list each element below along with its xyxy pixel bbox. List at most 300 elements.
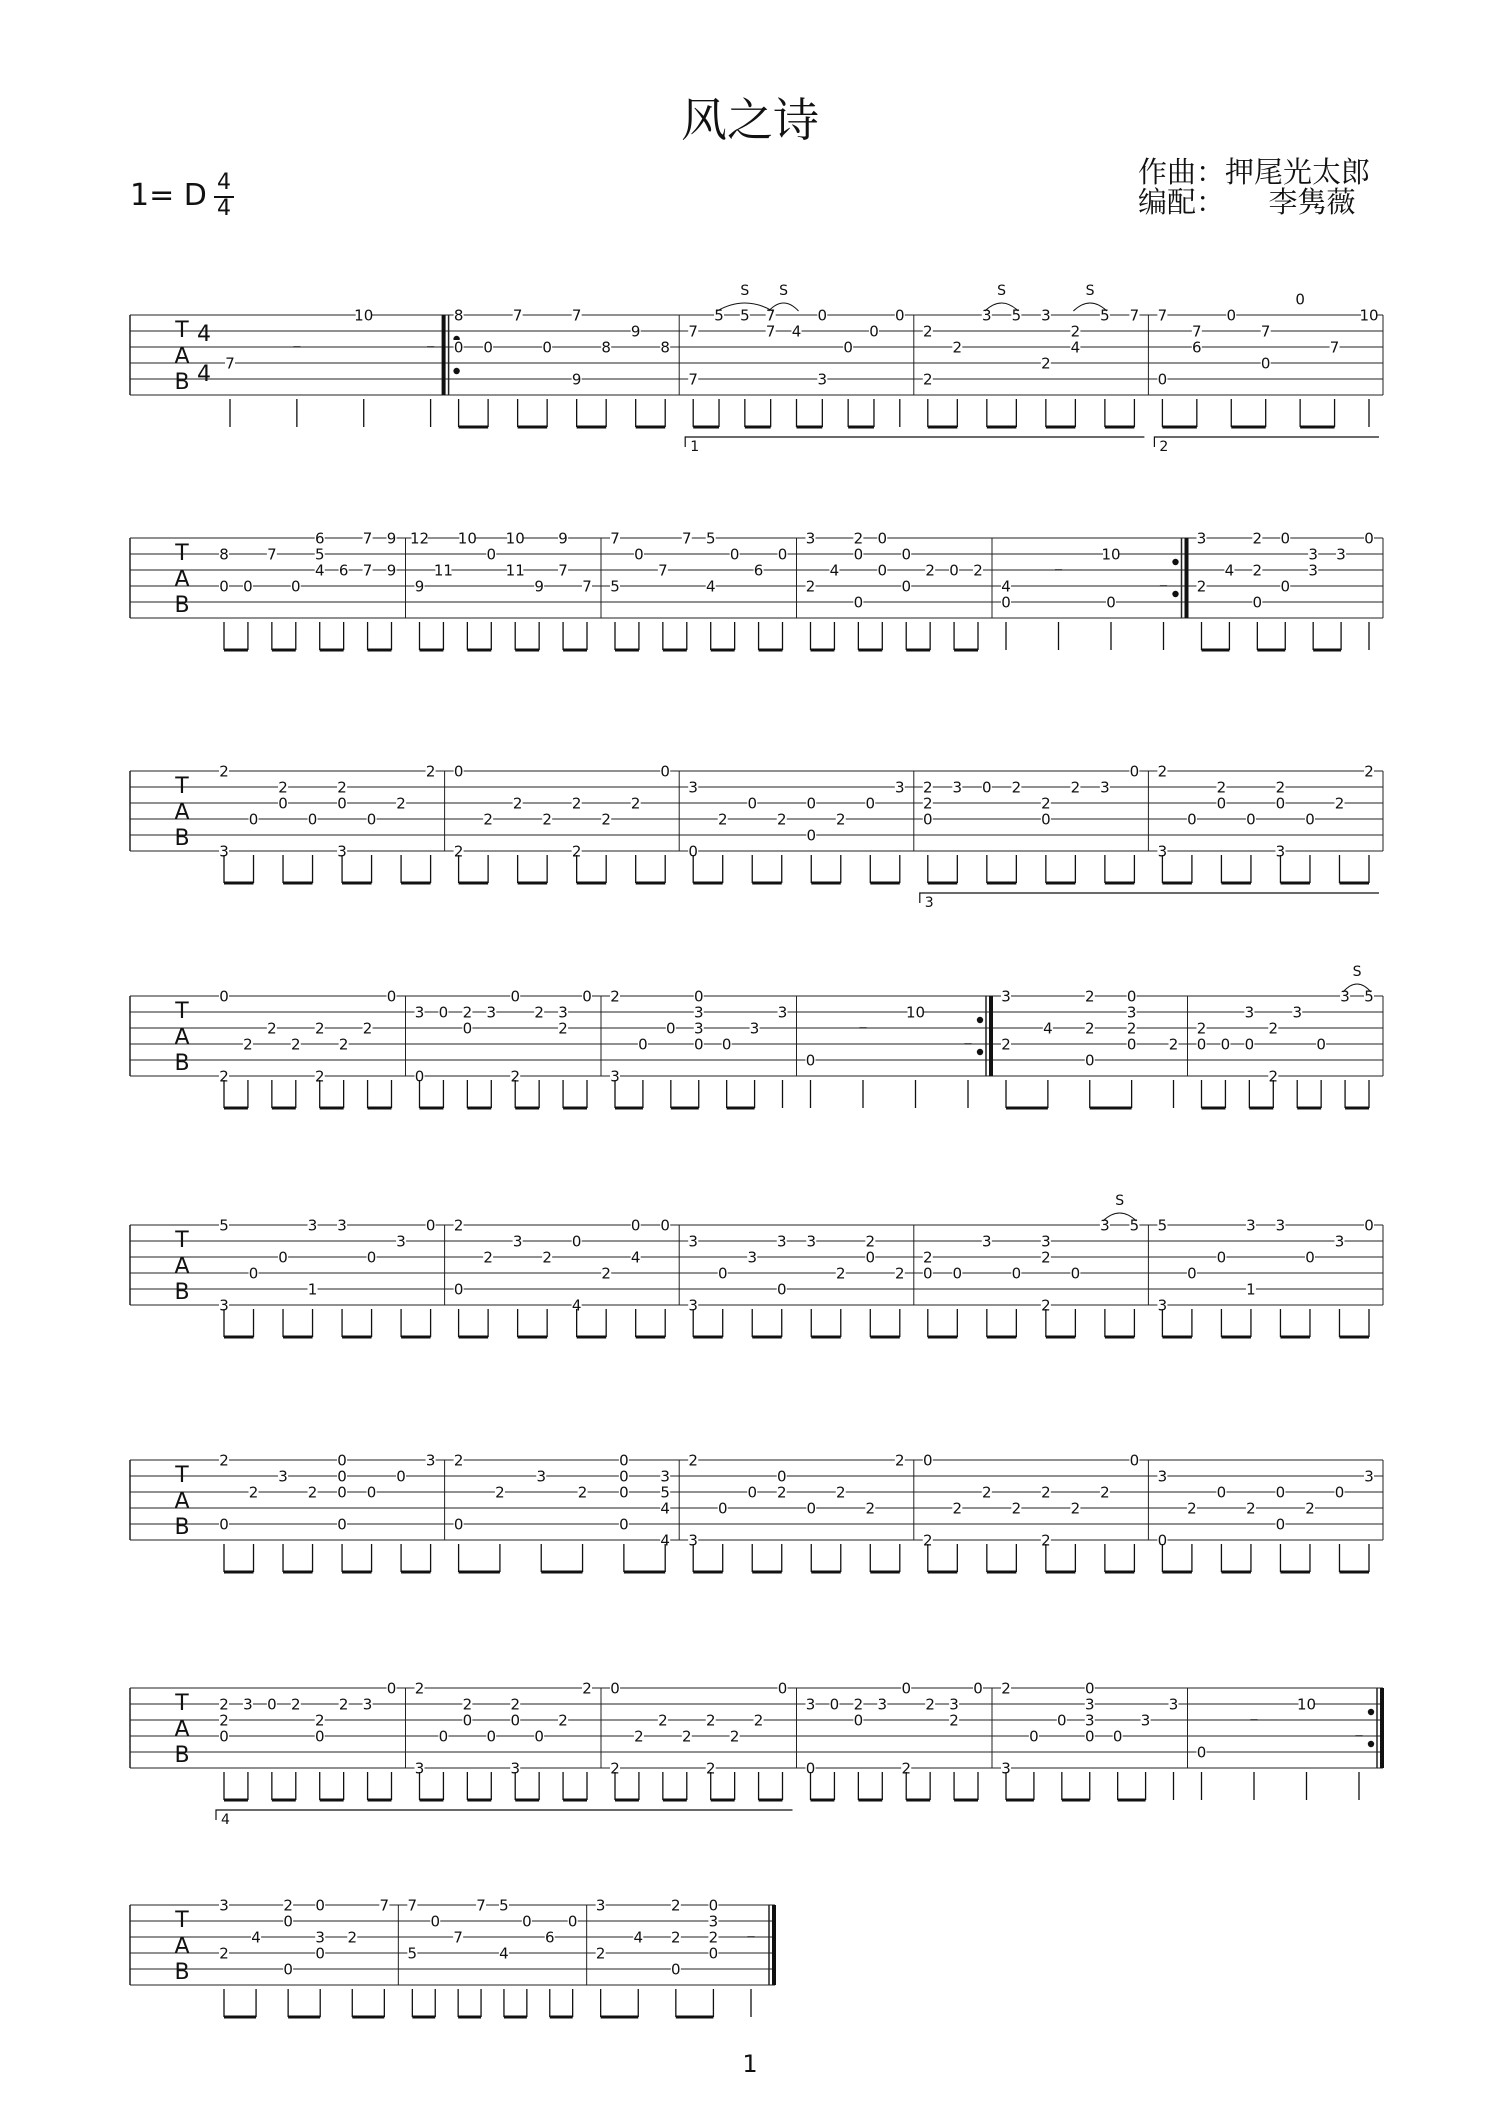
fret-number: 0 bbox=[1316, 1035, 1326, 1054]
fret-number: 0 bbox=[865, 794, 876, 813]
fret-number: 2 bbox=[895, 1451, 905, 1470]
fret-number: 0 bbox=[1275, 1515, 1286, 1534]
tab-measure bbox=[806, 996, 994, 1108]
volta-label: 3 bbox=[924, 895, 934, 911]
thick-barline bbox=[989, 996, 993, 1076]
volta-label: 2 bbox=[1159, 439, 1169, 455]
tab-clef-letter: B bbox=[174, 1280, 190, 1305]
fret-number: 6 bbox=[753, 561, 764, 580]
fret-number: 0 bbox=[1126, 1035, 1137, 1054]
fret-number: 3 bbox=[486, 1003, 497, 1022]
fret-number: 2 bbox=[595, 1944, 606, 1963]
fret-number: 2 bbox=[414, 1679, 425, 1698]
fret-number: 3 bbox=[425, 1451, 436, 1470]
fret-number: 4 bbox=[251, 1928, 261, 1947]
fret-number: 3 bbox=[558, 1003, 568, 1022]
fret-number: 2 bbox=[510, 1695, 520, 1714]
fret-number: 0 bbox=[619, 1515, 629, 1534]
fret-number: 0 bbox=[660, 1216, 670, 1235]
fret-number: 5 bbox=[660, 1483, 670, 1502]
tab-timesig-bottom: 4 bbox=[197, 362, 211, 387]
fret-number: 0 bbox=[660, 762, 670, 781]
tab-clef-letter: T bbox=[175, 541, 189, 566]
fret-number: 4 bbox=[1001, 577, 1011, 596]
fret-number: 9 bbox=[386, 529, 397, 548]
repeat-dot bbox=[1172, 591, 1178, 597]
fret-number: 0 bbox=[1216, 1483, 1227, 1502]
fret-number: 0 bbox=[949, 561, 959, 580]
fret-number: 1 bbox=[307, 1280, 318, 1299]
fret-number: 0 bbox=[747, 794, 758, 813]
fret-number: 0 bbox=[425, 1216, 436, 1235]
fret-number: 2 bbox=[601, 1264, 611, 1283]
tab-clef-letter: B bbox=[174, 370, 190, 395]
fret-number: 5 bbox=[314, 545, 325, 564]
fret-number: 2 bbox=[925, 1695, 935, 1714]
tab-clef-letter: A bbox=[174, 1934, 190, 1959]
fret-number: 0 bbox=[1226, 306, 1237, 325]
fret-number: 3 bbox=[949, 1695, 959, 1714]
fret-number: 3 bbox=[1100, 778, 1110, 797]
fret-number: 2 bbox=[776, 1483, 787, 1502]
fret-number: 2 bbox=[462, 1003, 473, 1022]
fret-number: 0 bbox=[483, 338, 493, 357]
tab-measure bbox=[923, 1452, 1149, 1573]
tab-measure bbox=[923, 763, 1149, 884]
rest-mark: – bbox=[858, 1017, 868, 1038]
fret-number: 2 bbox=[453, 842, 464, 861]
fret-number: 3 bbox=[315, 1928, 325, 1947]
fret-number: 2 bbox=[729, 1727, 740, 1746]
fret-number: 0 bbox=[1029, 1727, 1039, 1746]
fret-number: 3 bbox=[749, 1019, 760, 1038]
fret-number: 3 bbox=[1001, 987, 1011, 1006]
fret-number: 0 bbox=[806, 794, 817, 813]
fret-number: 0 bbox=[901, 1679, 911, 1698]
fret-number: 2 bbox=[835, 1483, 846, 1502]
fret-number: 2 bbox=[776, 810, 787, 829]
fret-number: 0 bbox=[729, 545, 740, 564]
fret-number: 6 bbox=[314, 529, 325, 548]
fret-number: 3 bbox=[1084, 1695, 1095, 1714]
page-number: 1 bbox=[742, 2050, 758, 2078]
fret-number: 0 bbox=[243, 577, 253, 596]
fret-number: 0 bbox=[1126, 987, 1137, 1006]
fret-number: 4 bbox=[1070, 338, 1081, 357]
repeat-dot bbox=[1368, 1741, 1374, 1747]
fret-number: 0 bbox=[638, 1035, 648, 1054]
tab-clef-letter: A bbox=[174, 800, 190, 825]
fret-number: 8 bbox=[453, 306, 464, 325]
fret-number: 2 bbox=[1268, 1019, 1279, 1038]
slide-marker: S bbox=[1085, 283, 1095, 299]
fret-number: 2 bbox=[338, 1035, 349, 1054]
fret-number: 2 bbox=[952, 1499, 963, 1518]
fret-number: 0 bbox=[829, 1695, 840, 1714]
fret-number: 0 bbox=[248, 1264, 259, 1283]
tab-measure bbox=[1001, 538, 1189, 650]
fret-number: 2 bbox=[453, 1451, 464, 1470]
fret-number: 7 bbox=[379, 1896, 390, 1915]
tab-measure bbox=[219, 530, 406, 651]
fret-number: 2 bbox=[542, 810, 552, 829]
fret-number: 0 bbox=[853, 1711, 864, 1730]
fret-number: 0 bbox=[1196, 1035, 1207, 1054]
fret-number: 4 bbox=[314, 561, 325, 580]
fret-number: 2 bbox=[1041, 354, 1051, 373]
fret-number: 0 bbox=[462, 1019, 473, 1038]
tab-system bbox=[130, 1452, 1383, 1573]
fret-number: 3 bbox=[1292, 1003, 1302, 1022]
fret-number: 2 bbox=[1011, 778, 1022, 797]
fret-number: 0 bbox=[671, 1960, 681, 1979]
fret-number: 0 bbox=[366, 1483, 377, 1502]
fret-number: 7 bbox=[512, 306, 523, 325]
fret-number: 2 bbox=[495, 1483, 505, 1502]
tab-measure bbox=[1197, 1688, 1385, 1800]
tab-measure bbox=[688, 307, 914, 428]
repeat-dot bbox=[453, 368, 459, 374]
time-signature-top: 4 bbox=[217, 170, 231, 195]
fret-number: 2 bbox=[682, 1727, 692, 1746]
fret-number: 0 bbox=[1246, 810, 1256, 829]
fret-number: 0 bbox=[366, 1248, 377, 1267]
fret-number: 2 bbox=[901, 1759, 911, 1778]
volta-label: 1 bbox=[690, 439, 700, 455]
fret-number: 5 bbox=[1157, 1216, 1168, 1235]
fret-number: 0 bbox=[630, 1216, 641, 1235]
fret-number: 2 bbox=[571, 842, 582, 861]
fret-number: 9 bbox=[386, 561, 397, 580]
fret-number: 3 bbox=[805, 529, 816, 548]
fret-number: 0 bbox=[582, 987, 592, 1006]
fret-number: 2 bbox=[923, 370, 933, 389]
fret-number: 0 bbox=[619, 1483, 629, 1502]
fret-number: 3 bbox=[1168, 1695, 1179, 1714]
tab-system bbox=[130, 763, 1383, 912]
fret-number: 0 bbox=[1057, 1711, 1067, 1730]
fret-number: 2 bbox=[634, 1727, 644, 1746]
tab-clef-letter: T bbox=[175, 1228, 189, 1253]
fret-number: 0 bbox=[438, 1003, 449, 1022]
fret-number: 0 bbox=[1157, 370, 1168, 389]
fret-number: 0 bbox=[776, 1280, 787, 1299]
fret-number: 8 bbox=[219, 545, 229, 564]
rest-mark: – bbox=[1249, 1709, 1259, 1730]
fret-number: 4 bbox=[829, 561, 840, 580]
fret-number: 0 bbox=[901, 545, 911, 564]
fret-number: 0 bbox=[396, 1467, 406, 1486]
fret-number: 0 bbox=[307, 810, 318, 829]
fret-number: 10 bbox=[354, 306, 374, 325]
fret-number: 0 bbox=[777, 1679, 788, 1698]
volta-bracket bbox=[216, 1810, 793, 1820]
fret-number: 2 bbox=[923, 322, 933, 341]
tab-measure bbox=[1197, 530, 1384, 651]
tab-clef-letter: T bbox=[175, 1691, 189, 1716]
fret-number: 0 bbox=[865, 1248, 876, 1267]
fret-number: 3 bbox=[1334, 1232, 1345, 1251]
fret-number: 0 bbox=[510, 987, 520, 1006]
fret-number: 7 bbox=[558, 561, 568, 580]
fret-number: 7 bbox=[610, 529, 620, 548]
tab-measure bbox=[415, 1680, 602, 1801]
fret-number: 0 bbox=[1280, 577, 1291, 596]
fret-number: 2 bbox=[753, 1711, 764, 1730]
fret-number: 0 bbox=[1011, 1264, 1022, 1283]
tab-measure bbox=[610, 530, 797, 651]
fret-number: 2 bbox=[982, 1483, 992, 1502]
fret-number: 2 bbox=[1157, 762, 1168, 781]
fret-number: 2 bbox=[1041, 1531, 1051, 1550]
tab-measure bbox=[596, 1897, 776, 2018]
fret-number: 2 bbox=[267, 1019, 277, 1038]
fret-number: 0 bbox=[414, 1067, 425, 1086]
fret-number: 0 bbox=[534, 1727, 544, 1746]
fret-number: 2 bbox=[314, 1019, 325, 1038]
fret-number: 10 bbox=[505, 529, 525, 548]
fret-number: 0 bbox=[219, 1727, 229, 1746]
fret-number: 0 bbox=[453, 1515, 464, 1534]
fret-number: 4 bbox=[660, 1531, 670, 1550]
fret-number: 7 bbox=[1329, 338, 1340, 357]
fret-number: 0 bbox=[1129, 762, 1140, 781]
tab-clef-letter: B bbox=[174, 1743, 190, 1768]
fret-number: 0 bbox=[805, 1759, 816, 1778]
fret-number: 2 bbox=[243, 1035, 253, 1054]
fret-number: 0 bbox=[462, 1711, 473, 1730]
tab-clef-letter: B bbox=[174, 593, 190, 618]
fret-number: 0 bbox=[610, 1679, 620, 1698]
fret-number: 8 bbox=[660, 338, 670, 357]
fret-number: 2 bbox=[717, 810, 728, 829]
fret-number: 0 bbox=[430, 1912, 441, 1931]
fret-number: 0 bbox=[510, 1711, 520, 1730]
fret-number: 0 bbox=[291, 577, 301, 596]
fret-number: 2 bbox=[708, 1928, 719, 1947]
fret-number: 2 bbox=[510, 1067, 520, 1086]
volta-bracket bbox=[920, 893, 1379, 903]
fret-number: 3 bbox=[982, 306, 992, 325]
rest-mark: – bbox=[1159, 575, 1168, 596]
slide-marker: S bbox=[997, 283, 1007, 299]
fret-number: 3 bbox=[693, 1003, 704, 1022]
fret-number: 2 bbox=[1196, 1019, 1207, 1038]
fret-number: 3 bbox=[1275, 1216, 1286, 1235]
fret-number: 4 bbox=[660, 1499, 670, 1518]
tab-clef-letter: B bbox=[174, 1515, 190, 1540]
fret-number: 3 bbox=[1244, 1003, 1255, 1022]
fret-number: 7 bbox=[362, 561, 373, 580]
tab-measure bbox=[415, 988, 602, 1109]
fret-number: 2 bbox=[1187, 1499, 1197, 1518]
fret-number: 0 bbox=[522, 1912, 532, 1931]
fret-number: 6 bbox=[544, 1928, 555, 1947]
score-title: 风之诗 bbox=[681, 93, 819, 147]
tab-measure bbox=[219, 1897, 398, 2018]
fret-number: 3 bbox=[219, 1896, 229, 1915]
fret-number: 0 bbox=[337, 1515, 347, 1534]
fret-number: 0 bbox=[1280, 529, 1291, 548]
fret-number: 3 bbox=[1126, 1003, 1137, 1022]
fret-number: 7 bbox=[1192, 322, 1202, 341]
fret-number: 0 bbox=[1260, 354, 1271, 373]
fret-number: 3 bbox=[805, 1695, 816, 1714]
fret-number: 2 bbox=[865, 1232, 876, 1251]
fret-number: 0 bbox=[1084, 1051, 1095, 1070]
fret-number: 4 bbox=[630, 1248, 641, 1267]
fret-number: 2 bbox=[1364, 762, 1374, 781]
fret-number: 2 bbox=[248, 1483, 259, 1502]
tab-measure bbox=[806, 1680, 993, 1801]
fret-number: 0 bbox=[567, 1912, 578, 1931]
fret-number: 3 bbox=[776, 1232, 787, 1251]
fret-number: 2 bbox=[671, 1896, 681, 1915]
fret-number: 0 bbox=[1275, 794, 1286, 813]
fret-number: 7 bbox=[1157, 306, 1168, 325]
slide-marker: S bbox=[1352, 964, 1362, 980]
fret-number: 2 bbox=[923, 1248, 933, 1267]
fret-number: 3 bbox=[1275, 842, 1286, 861]
fret-number: 2 bbox=[1084, 1019, 1095, 1038]
fret-number: 7 bbox=[225, 354, 235, 373]
fret-number: 2 bbox=[1126, 1019, 1137, 1038]
fret-number: 0 bbox=[693, 987, 704, 1006]
fret-number: 0 bbox=[337, 1451, 347, 1470]
fret-number: 2 bbox=[973, 561, 983, 580]
fret-number: 3 bbox=[278, 1467, 288, 1486]
fret-number: 0 bbox=[1220, 1035, 1231, 1054]
fret-number: 3 bbox=[708, 1912, 719, 1931]
fret-number: 3 bbox=[536, 1467, 547, 1486]
fret-number: 4 bbox=[633, 1928, 644, 1947]
fret-number: 2 bbox=[462, 1695, 473, 1714]
fret-number: 0 bbox=[869, 322, 879, 341]
fret-number: 2 bbox=[1041, 1296, 1051, 1315]
fret-number: 2 bbox=[601, 810, 611, 829]
fret-number: 5 bbox=[1364, 987, 1374, 1006]
tab-measure bbox=[1157, 1217, 1383, 1338]
fret-number: 9 bbox=[558, 529, 568, 548]
fret-number: 3 bbox=[1364, 1467, 1374, 1486]
fret-number: 9 bbox=[414, 577, 425, 596]
volta-bracket bbox=[685, 437, 1144, 447]
fret-number: 3 bbox=[895, 778, 905, 797]
fret-number: 2 bbox=[1275, 778, 1286, 797]
fret-number: 2 bbox=[571, 794, 582, 813]
fret-number: 3 bbox=[1001, 1759, 1011, 1778]
tab-clef-letter: T bbox=[175, 774, 189, 799]
tab-measure bbox=[1157, 1460, 1383, 1572]
fret-number: 0 bbox=[278, 1248, 288, 1267]
fret-number: 2 bbox=[219, 1067, 229, 1086]
fret-number: 5 bbox=[610, 577, 620, 596]
thick-barline bbox=[772, 1905, 776, 1985]
tab-measure bbox=[1001, 988, 1188, 1109]
fret-number: 6 bbox=[338, 561, 349, 580]
fret-number: 0 bbox=[901, 577, 911, 596]
fret-number: 0 bbox=[747, 1483, 758, 1502]
fret-number: 2 bbox=[952, 338, 963, 357]
tab-clef-letter: T bbox=[175, 318, 189, 343]
time-signature-bottom: 4 bbox=[217, 196, 231, 221]
tab-measure bbox=[454, 763, 680, 884]
fret-number: 2 bbox=[219, 1944, 229, 1963]
tab-measure bbox=[1001, 1680, 1188, 1801]
fret-number: 3 bbox=[1157, 1296, 1168, 1315]
tab-clef-letter: A bbox=[174, 1717, 190, 1742]
tab-system bbox=[130, 530, 1383, 651]
fret-number: 0 bbox=[688, 842, 698, 861]
fret-number: 2 bbox=[483, 1248, 493, 1267]
tab-clef-letter: B bbox=[174, 826, 190, 851]
fret-number: 2 bbox=[577, 1483, 588, 1502]
arranger-credit: 编配： 李隽薇 bbox=[1138, 185, 1356, 219]
fret-number: 12 bbox=[409, 529, 430, 548]
fret-number: 7 bbox=[765, 322, 776, 341]
fret-number: 3 bbox=[688, 778, 698, 797]
fret-number: 0 bbox=[366, 810, 377, 829]
tab-measure bbox=[923, 1217, 1149, 1338]
fret-number: 1 bbox=[1246, 1280, 1256, 1299]
fret-number: 0 bbox=[777, 545, 788, 564]
fret-number: 9 bbox=[571, 370, 582, 389]
fret-number: 2 bbox=[1168, 1035, 1179, 1054]
tab-timesig-top: 4 bbox=[197, 322, 211, 347]
fret-number: 3 bbox=[1340, 987, 1350, 1006]
fret-number: 0 bbox=[619, 1467, 629, 1486]
fret-number: 7 bbox=[582, 577, 592, 596]
fret-number: 0 bbox=[1275, 1483, 1286, 1502]
fret-number: 0 bbox=[952, 1264, 963, 1283]
fret-number: 2 bbox=[1305, 1499, 1315, 1518]
fret-number: 5 bbox=[219, 1216, 229, 1235]
fret-number: 0 bbox=[982, 778, 992, 797]
fret-number: 4 bbox=[499, 1944, 509, 1963]
tab-clef-letter: T bbox=[175, 999, 189, 1024]
fret-number: 0 bbox=[1364, 1216, 1374, 1235]
fret-number: 0 bbox=[1216, 1248, 1227, 1267]
tab-measure bbox=[219, 1452, 445, 1573]
fret-number: 0 bbox=[806, 1499, 817, 1518]
fret-number: 0 bbox=[1129, 1451, 1140, 1470]
fret-number: 2 bbox=[1041, 794, 1051, 813]
repeat-dot bbox=[1368, 1709, 1374, 1715]
fret-number: 0 bbox=[337, 1467, 347, 1486]
fret-number: 0 bbox=[634, 545, 644, 564]
fret-number: 2 bbox=[483, 810, 493, 829]
repeat-dot bbox=[977, 1017, 983, 1023]
fret-number: 0 bbox=[219, 987, 229, 1006]
tab-measure bbox=[454, 1452, 680, 1573]
tab-measure bbox=[610, 1680, 797, 1801]
tab-measure bbox=[219, 763, 445, 884]
fret-number: 0 bbox=[283, 1912, 293, 1931]
tab-measure bbox=[219, 1217, 445, 1338]
fret-number: 11 bbox=[433, 561, 453, 580]
tab-clef-letter: A bbox=[174, 1254, 190, 1279]
fret-number: 3 bbox=[688, 1296, 698, 1315]
rest-mark: – bbox=[292, 336, 302, 357]
fret-number: 2 bbox=[1084, 987, 1095, 1006]
fret-number: 3 bbox=[1041, 306, 1051, 325]
tab-system bbox=[130, 1193, 1383, 1337]
tab-measure bbox=[410, 530, 601, 651]
fret-number: 2 bbox=[610, 987, 620, 1006]
fret-number: 5 bbox=[740, 306, 750, 325]
fret-number: 2 bbox=[853, 529, 864, 548]
fret-number: 3 bbox=[688, 1531, 698, 1550]
